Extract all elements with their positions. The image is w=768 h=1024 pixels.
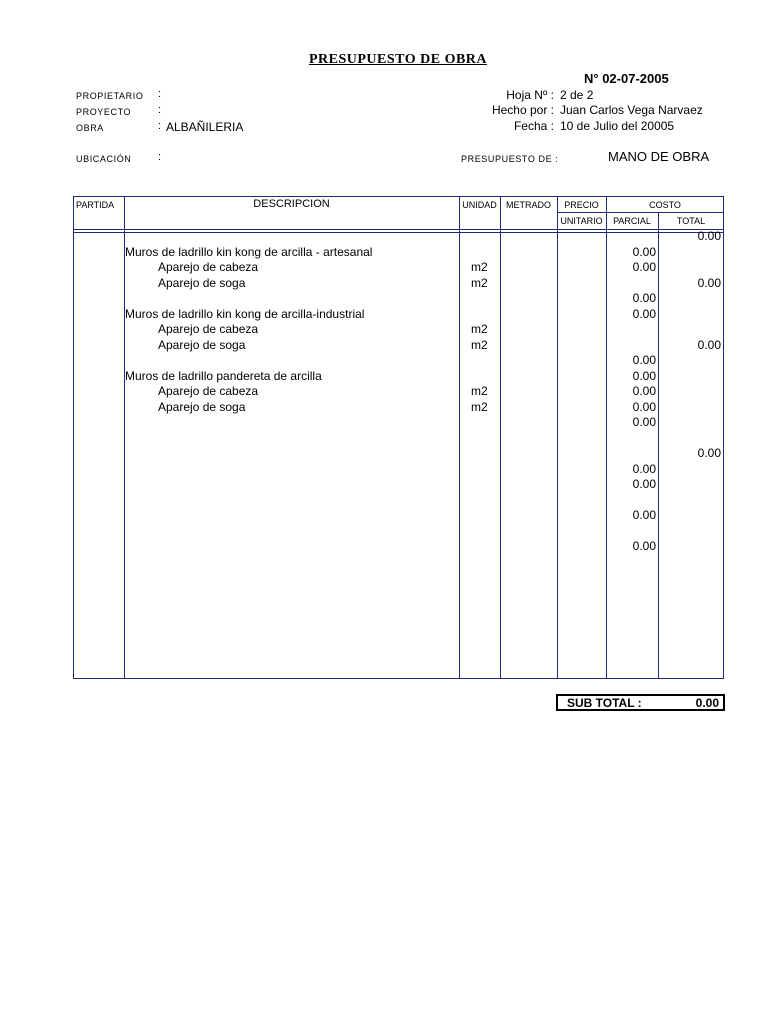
header-partida: PARTIDA: [76, 200, 115, 210]
col-divider: [459, 197, 460, 678]
date-value: 10 de Julio del 20005: [560, 119, 675, 133]
header-unitario: UNITARIO: [560, 216, 603, 226]
col-divider: [658, 213, 659, 678]
header-total: TOTAL: [676, 216, 706, 226]
project-colon: :: [158, 104, 162, 116]
row-description: Aparejo de soga: [158, 275, 246, 290]
row-divider: [557, 212, 724, 213]
budget-of-value: MANO DE OBRA: [608, 149, 710, 164]
row-parcial: 0.00: [632, 399, 656, 414]
work-value: ALBAÑILERIA: [166, 120, 244, 134]
row-parcial: 0.00: [632, 353, 656, 367]
row-total: 0.00: [697, 446, 721, 460]
subtotal-label: SUB TOTAL :: [567, 696, 642, 710]
budget-of-label: PRESUPUESTO DE :: [461, 154, 559, 164]
row-unit: m2: [471, 322, 488, 336]
location-label: UBICACIÓN: [76, 154, 132, 164]
document-number: N° 02-07-2005: [584, 71, 669, 86]
owner-label: PROPIETARIO: [76, 91, 144, 101]
subtotal-box: [556, 694, 725, 711]
row-parcial: 0.00: [632, 306, 656, 321]
made-by-label: Hecho por :: [491, 103, 554, 117]
row-parcial: 0.00: [632, 368, 656, 383]
row-parcial: 0.00: [632, 461, 656, 476]
header-bottom-line: [74, 229, 724, 230]
row-description: Muros de ladrillo pandereta de arcilla: [125, 368, 322, 383]
row-unit: m2: [471, 275, 488, 290]
col-divider: [557, 197, 558, 678]
row-description: Aparejo de cabeza: [158, 260, 259, 274]
header-bottom-line: [74, 232, 724, 233]
location-colon: :: [158, 151, 162, 163]
row-parcial: 0.00: [632, 384, 656, 398]
row-description: Aparejo de cabeza: [158, 384, 259, 398]
header-descripcion: DESCRIPCION: [253, 198, 330, 210]
row-description: Aparejo de cabeza: [158, 322, 259, 336]
row-parcial: 0.00: [632, 508, 656, 522]
subtotal-value: 0.00: [695, 696, 719, 710]
header-precio: PRECIO: [564, 200, 599, 210]
row-unit: m2: [471, 384, 488, 398]
row-unit: m2: [471, 399, 488, 414]
document-title: PRESUPUESTO DE OBRA: [308, 52, 488, 67]
date-label: Fecha :: [513, 119, 554, 133]
row-total: 0.00: [697, 275, 721, 290]
work-label: OBRA: [76, 123, 104, 133]
row-parcial: 0.00: [632, 260, 656, 274]
owner-colon: :: [158, 88, 162, 100]
row-description: Aparejo de soga: [158, 337, 246, 352]
work-colon: :: [158, 120, 162, 132]
row-description: Muros de ladrillo kin kong de arcilla - artesanal: [125, 244, 373, 259]
row-parcial: 0.00: [632, 477, 656, 491]
header-unidad: UNIDAD: [462, 200, 497, 210]
row-description: Aparejo de soga: [158, 399, 246, 414]
row-unit: m2: [471, 337, 488, 352]
row-parcial: 0.00: [632, 291, 656, 305]
col-divider: [124, 197, 125, 678]
row-parcial: 0.00: [632, 539, 656, 553]
header-parcial: PARCIAL: [613, 216, 651, 226]
header-metrado: METRADO: [506, 200, 551, 210]
row-description: Muros de ladrillo kin kong de arcilla-industrial: [125, 306, 365, 321]
row-unit: m2: [471, 260, 488, 274]
made-by-value: Juan Carlos Vega Narvaez: [560, 103, 703, 117]
header-costo: COSTO: [649, 200, 681, 210]
row-total: 0.00: [697, 229, 721, 243]
col-divider: [500, 197, 501, 678]
row-total: 0.00: [697, 337, 721, 352]
sheet-value: 2 de 2: [560, 88, 594, 102]
project-label: PROYECTO: [76, 107, 132, 117]
sheet-label: Hoja Nº :: [506, 88, 554, 102]
row-parcial: 0.00: [632, 415, 656, 429]
row-parcial: 0.00: [632, 244, 656, 259]
